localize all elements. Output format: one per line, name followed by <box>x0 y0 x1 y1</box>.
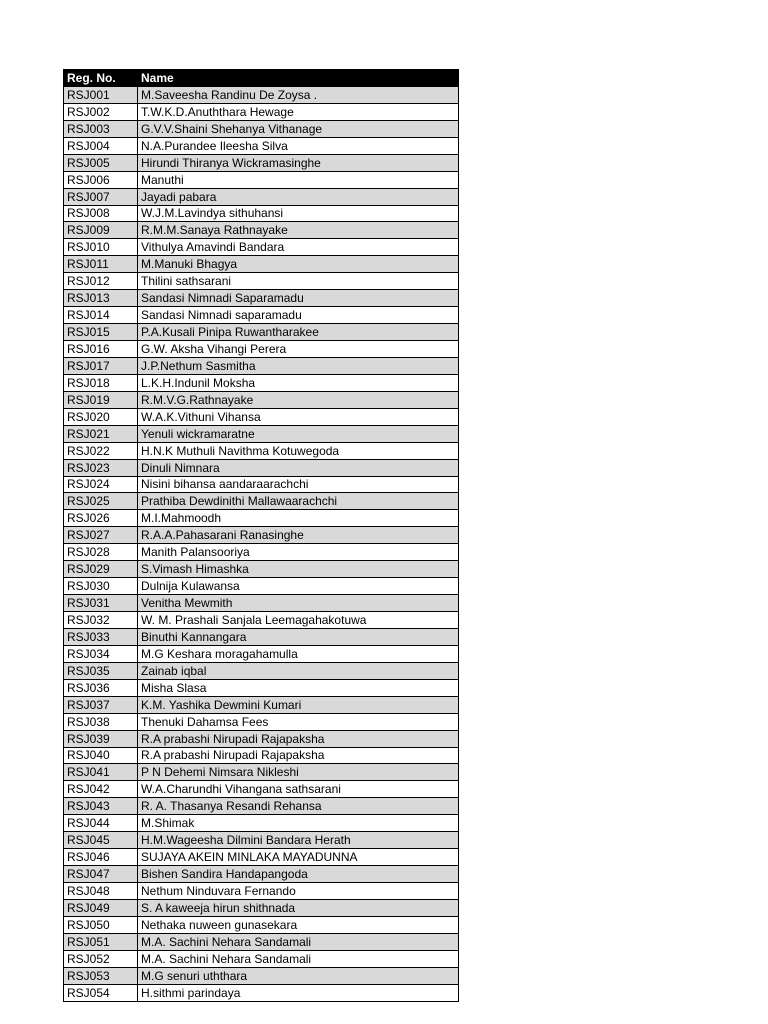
table-row <box>64 527 459 544</box>
reg-no-cell: RSJ035 <box>64 662 138 679</box>
name-cell: M.A. Sachini Nehara Sandamali <box>138 950 459 967</box>
reg-no-cell: RSJ015 <box>64 324 138 341</box>
reg-no-cell: RSJ004 <box>64 137 138 154</box>
name-cell: Binuthi Kannangara <box>138 628 459 645</box>
reg-no-cell: RSJ022 <box>64 442 138 459</box>
name-cell: W.A.Charundhi Vihangana sathsarani <box>138 781 459 798</box>
name-cell: R.M.V.G.Rathnayake <box>138 391 459 408</box>
name-cell: Venitha Mewmith <box>138 595 459 612</box>
reg-no-cell: RSJ051 <box>64 933 138 950</box>
reg-no-cell: RSJ018 <box>64 374 138 391</box>
table-header <box>64 70 459 87</box>
reg-no-cell: RSJ036 <box>64 679 138 696</box>
table-row <box>64 374 459 391</box>
name-cell: Misha Slasa <box>138 679 459 696</box>
table-row <box>64 883 459 900</box>
reg-no-cell: RSJ033 <box>64 628 138 645</box>
table-row <box>64 391 459 408</box>
name-cell: G.W. Aksha Vihangi Perera <box>138 341 459 358</box>
name-cell: Thilini sathsarani <box>138 273 459 290</box>
name-cell: W.A.K.Vithuni Vihansa <box>138 408 459 425</box>
table-row <box>64 595 459 612</box>
name-cell: Manuthi <box>138 171 459 188</box>
table-row <box>64 476 459 493</box>
reg-no-cell: RSJ050 <box>64 916 138 933</box>
table-row <box>64 849 459 866</box>
registration-table <box>63 69 459 1002</box>
table-row <box>64 933 459 950</box>
table-row <box>64 442 459 459</box>
table-row <box>64 256 459 273</box>
reg-no-cell: RSJ023 <box>64 459 138 476</box>
reg-no-cell: RSJ009 <box>64 222 138 239</box>
reg-no-cell: RSJ034 <box>64 645 138 662</box>
name-cell: Prathiba Dewdinithi Mallawaarachchi <box>138 493 459 510</box>
name-cell: W. M. Prashali Sanjala Leemagahakotuwa <box>138 612 459 629</box>
reg-no-cell: RSJ037 <box>64 696 138 713</box>
table-row <box>64 764 459 781</box>
table-row <box>64 510 459 527</box>
table-row <box>64 103 459 120</box>
name-cell: Sandasi Nimnadi saparamadu <box>138 307 459 324</box>
table-row <box>64 561 459 578</box>
name-cell: Manith Palansooriya <box>138 544 459 561</box>
name-cell: H.M.Wageesha Dilmini Bandara Herath <box>138 832 459 849</box>
name-cell: W.J.M.Lavindya sithuhansi <box>138 205 459 222</box>
name-cell: R.A.A.Pahasarani Ranasinghe <box>138 527 459 544</box>
name-cell: L.K.H.Indunil Moksha <box>138 374 459 391</box>
reg-no-cell: RSJ012 <box>64 273 138 290</box>
header-row <box>64 70 459 87</box>
reg-no-cell: RSJ030 <box>64 578 138 595</box>
name-cell: M.Shimak <box>138 815 459 832</box>
reg-no-cell: RSJ028 <box>64 544 138 561</box>
reg-no-cell: RSJ032 <box>64 612 138 629</box>
reg-no-cell: RSJ031 <box>64 595 138 612</box>
table-row <box>64 899 459 916</box>
table-row <box>64 120 459 137</box>
reg-no-cell: RSJ044 <box>64 815 138 832</box>
name-cell: Nethaka nuween gunasekara <box>138 916 459 933</box>
reg-no-cell: RSJ047 <box>64 866 138 883</box>
name-cell: Dulnija Kulawansa <box>138 578 459 595</box>
name-cell: Sandasi Nimnadi Saparamadu <box>138 290 459 307</box>
name-cell: P.A.Kusali Pinipa Ruwantharakee <box>138 324 459 341</box>
table-row <box>64 866 459 883</box>
reg-no-cell: RSJ038 <box>64 713 138 730</box>
table-body <box>64 86 459 1001</box>
reg-no-cell: RSJ001 <box>64 86 138 103</box>
table-row <box>64 781 459 798</box>
name-cell: J.P.Nethum Sasmitha <box>138 357 459 374</box>
table-row <box>64 798 459 815</box>
name-cell: SUJAYA AKEIN MINLAKA MAYADUNNA <box>138 849 459 866</box>
reg-no-cell: RSJ024 <box>64 476 138 493</box>
reg-no-cell: RSJ013 <box>64 290 138 307</box>
name-cell: Yenuli wickramaratne <box>138 425 459 442</box>
table-row <box>64 730 459 747</box>
name-cell: R.A prabashi Nirupadi Rajapaksha <box>138 730 459 747</box>
table-row <box>64 679 459 696</box>
reg-no-cell: RSJ042 <box>64 781 138 798</box>
name-cell: Zainab iqbal <box>138 662 459 679</box>
reg-no-cell: RSJ052 <box>64 950 138 967</box>
table-row <box>64 645 459 662</box>
reg-no-cell: RSJ041 <box>64 764 138 781</box>
table-row <box>64 171 459 188</box>
table-row <box>64 239 459 256</box>
name-cell: R.M.M.Sanaya Rathnayake <box>138 222 459 239</box>
name-cell: M.A. Sachini Nehara Sandamali <box>138 933 459 950</box>
reg-no-cell: RSJ021 <box>64 425 138 442</box>
reg-no-cell: RSJ017 <box>64 357 138 374</box>
reg-no-cell: RSJ027 <box>64 527 138 544</box>
name-cell: P N Dehemi Nimsara Nikleshi <box>138 764 459 781</box>
table-row <box>64 459 459 476</box>
table-row <box>64 222 459 239</box>
column-header-name: Name <box>138 70 459 87</box>
name-cell: H.N.K Muthuli Navithma Kotuwegoda <box>138 442 459 459</box>
table-row <box>64 967 459 984</box>
name-cell: T.W.K.D.Anuththara Hewage <box>138 103 459 120</box>
reg-no-cell: RSJ029 <box>64 561 138 578</box>
reg-no-cell: RSJ019 <box>64 391 138 408</box>
name-cell: Bishen Sandira Handapangoda <box>138 866 459 883</box>
name-cell: Nethum Ninduvara Fernando <box>138 883 459 900</box>
name-cell: S. A kaweeja hirun shithnada <box>138 899 459 916</box>
reg-no-cell: RSJ053 <box>64 967 138 984</box>
name-cell: M.Manuki Bhagya <box>138 256 459 273</box>
table-row <box>64 815 459 832</box>
reg-no-cell: RSJ006 <box>64 171 138 188</box>
reg-no-cell: RSJ045 <box>64 832 138 849</box>
table-row <box>64 425 459 442</box>
table-row <box>64 984 459 1001</box>
name-cell: M.Saveesha Randinu De Zoysa . <box>138 86 459 103</box>
name-cell: S.Vimash Himashka <box>138 561 459 578</box>
reg-no-cell: RSJ040 <box>64 747 138 764</box>
reg-no-cell: RSJ003 <box>64 120 138 137</box>
reg-no-cell: RSJ026 <box>64 510 138 527</box>
name-cell: N.A.Purandee Ileesha Silva <box>138 137 459 154</box>
reg-no-cell: RSJ025 <box>64 493 138 510</box>
name-cell: Hirundi Thiranya Wickramasinghe <box>138 154 459 171</box>
table-row <box>64 832 459 849</box>
reg-no-cell: RSJ008 <box>64 205 138 222</box>
name-cell: M.I.Mahmoodh <box>138 510 459 527</box>
table-row <box>64 408 459 425</box>
table-row <box>64 612 459 629</box>
table-row <box>64 713 459 730</box>
table-row <box>64 324 459 341</box>
reg-no-cell: RSJ046 <box>64 849 138 866</box>
reg-no-cell: RSJ043 <box>64 798 138 815</box>
table-row <box>64 307 459 324</box>
reg-no-cell: RSJ048 <box>64 883 138 900</box>
name-cell: Vithulya Amavindi Bandara <box>138 239 459 256</box>
name-cell: H.sithmi parindaya <box>138 984 459 1001</box>
table-row <box>64 628 459 645</box>
name-cell: R.A prabashi Nirupadi Rajapaksha <box>138 747 459 764</box>
table-row <box>64 544 459 561</box>
reg-no-cell: RSJ007 <box>64 188 138 205</box>
table-row <box>64 357 459 374</box>
name-cell: M.G Keshara moragahamulla <box>138 645 459 662</box>
name-cell: Jayadi pabara <box>138 188 459 205</box>
name-cell: R. A. Thasanya Resandi Rehansa <box>138 798 459 815</box>
column-header-reg-no: Reg. No. <box>64 70 138 87</box>
table-row <box>64 290 459 307</box>
table-row <box>64 205 459 222</box>
name-cell: Nisini bihansa aandaraarachchi <box>138 476 459 493</box>
table-row <box>64 86 459 103</box>
reg-no-cell: RSJ020 <box>64 408 138 425</box>
table-row <box>64 578 459 595</box>
name-cell: K.M. Yashika Dewmini Kumari <box>138 696 459 713</box>
table-row <box>64 273 459 290</box>
reg-no-cell: RSJ054 <box>64 984 138 1001</box>
table-row <box>64 493 459 510</box>
reg-no-cell: RSJ016 <box>64 341 138 358</box>
table-row <box>64 950 459 967</box>
table-row <box>64 747 459 764</box>
reg-no-cell: RSJ002 <box>64 103 138 120</box>
table-row <box>64 662 459 679</box>
name-cell: Thenuki Dahamsa Fees <box>138 713 459 730</box>
table-row <box>64 696 459 713</box>
reg-no-cell: RSJ010 <box>64 239 138 256</box>
table-row <box>64 154 459 171</box>
table-row <box>64 341 459 358</box>
reg-no-cell: RSJ039 <box>64 730 138 747</box>
reg-no-cell: RSJ049 <box>64 899 138 916</box>
reg-no-cell: RSJ005 <box>64 154 138 171</box>
table-row <box>64 137 459 154</box>
table-row <box>64 188 459 205</box>
name-cell: Dinuli Nimnara <box>138 459 459 476</box>
table-row <box>64 916 459 933</box>
name-cell: M.G senuri uththara <box>138 967 459 984</box>
name-cell: G.V.V.Shaini Shehanya Vithanage <box>138 120 459 137</box>
reg-no-cell: RSJ011 <box>64 256 138 273</box>
reg-no-cell: RSJ014 <box>64 307 138 324</box>
